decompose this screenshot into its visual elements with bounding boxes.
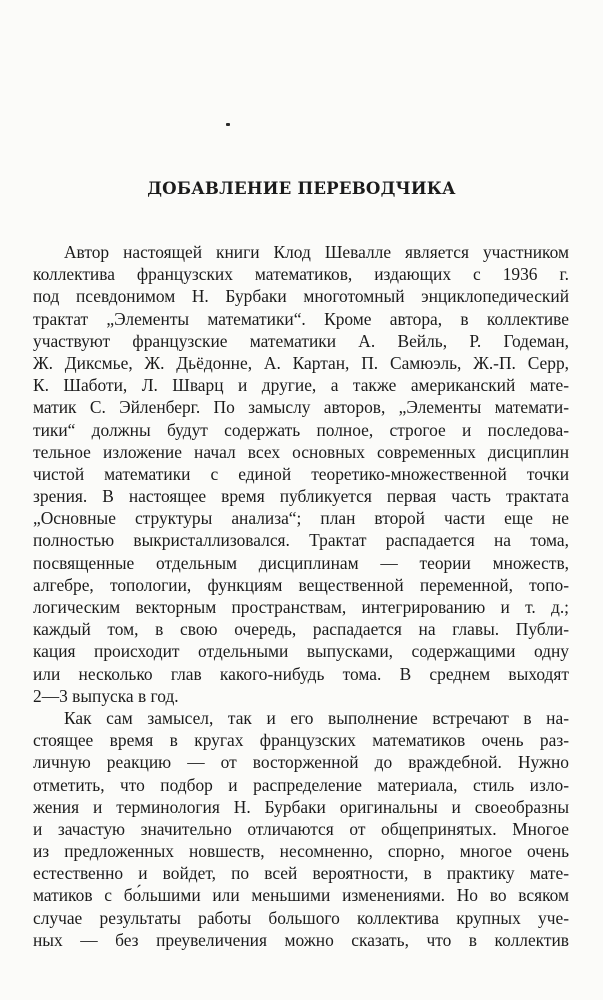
text-line: участвуют французские математики А. Вейль, Р. Годеман, bbox=[33, 330, 569, 351]
text-line: или несколько глав какого-нибудь тома. В среднем выходят bbox=[33, 663, 569, 684]
text-line: случае результаты работы большого коллектива крупных уче- bbox=[33, 907, 569, 928]
text-line: жения и терминология Н. Бурбаки оригинальны и своеобразны bbox=[33, 796, 569, 817]
text-line: зрения. В настоящее время публикуется первая часть трактата bbox=[33, 486, 569, 507]
paragraph-1 bbox=[33, 241, 569, 707]
text-line: тельное изложение начал всех основных современных дисциплин bbox=[33, 441, 569, 462]
text-line: отметить, что подбор и распределение материала, стиль изло- bbox=[33, 774, 569, 795]
text-line: Автор настоящей книги Клод Шевалле является участником bbox=[64, 242, 569, 262]
text-line: 2—3 выпуска в год. bbox=[33, 685, 179, 706]
text-line: алгебре, топологии, функциям вещественной переменной, топо- bbox=[33, 574, 569, 595]
text-line: коллектива французских математиков, издающих с 1936 г. bbox=[33, 264, 569, 285]
text-line: личную реакцию — от восторженной до враждебной. Нужно bbox=[33, 752, 569, 773]
text-line: под псевдонимом Н. Бурбаки многотомный энциклопедический bbox=[33, 286, 569, 307]
text-line: полностью выкристаллизовался. Трактат распадается на тома, bbox=[33, 530, 569, 551]
text-line: стоящее время в кругах французских математиков очень раз- bbox=[33, 730, 569, 751]
text-line: матик С. Эйленберг. По замыслу авторов, „Элементы математи- bbox=[33, 397, 569, 418]
text-line: ных — без преувеличения можно сказать, что в коллектив bbox=[33, 929, 569, 950]
text-line: посвященные отдельным дисциплинам — теории множеств, bbox=[33, 552, 569, 573]
text-line: „Основные структуры анализа“; план второй части еще не bbox=[33, 508, 569, 529]
text-line: каждый том, в свою очередь, распадается на главы. Публи- bbox=[33, 619, 569, 640]
body-text bbox=[33, 241, 569, 951]
text-line: и зачастую значительно отличаются от общепринятых. Многое bbox=[33, 818, 569, 839]
text-line: кация происходит отдельными выпусками, содержащими одну bbox=[33, 641, 569, 662]
text-line: Как сам замысел, так и его выполнение встречают в на- bbox=[64, 707, 569, 728]
text-line: чистой математики с единой теоретико-множественной точки bbox=[33, 463, 569, 484]
text-line: естественно и войдет, по всей вероятности, в практику мате- bbox=[33, 863, 569, 884]
text-line: матиков с бо́льшими или меньшими изменениями. Но во всяком bbox=[33, 885, 569, 906]
print-speck bbox=[226, 123, 230, 126]
page-heading: ДОБАВЛЕНИЕ ПЕРЕВОДЧИКА bbox=[147, 178, 456, 198]
text-line: трактат „Элементы математики“. Кроме автора, в коллективе bbox=[33, 308, 569, 329]
paragraph-2 bbox=[33, 707, 569, 951]
text-line: Ж. Диксмье, Ж. Дьёдонне, А. Картан, П. Самюэль, Ж.-П. Серр, bbox=[33, 352, 569, 373]
text-line: из предложенных новшеств, несомненно, спорно, многое очень bbox=[33, 841, 569, 862]
text-line: тики“ должны будут содержать полное, строгое и последова- bbox=[33, 419, 569, 440]
text-line: К. Шаботи, Л. Шварц и другие, а также американский мате- bbox=[33, 375, 569, 396]
text-line: логическим векторным пространствам, интегрированию и т. д.; bbox=[33, 597, 569, 617]
